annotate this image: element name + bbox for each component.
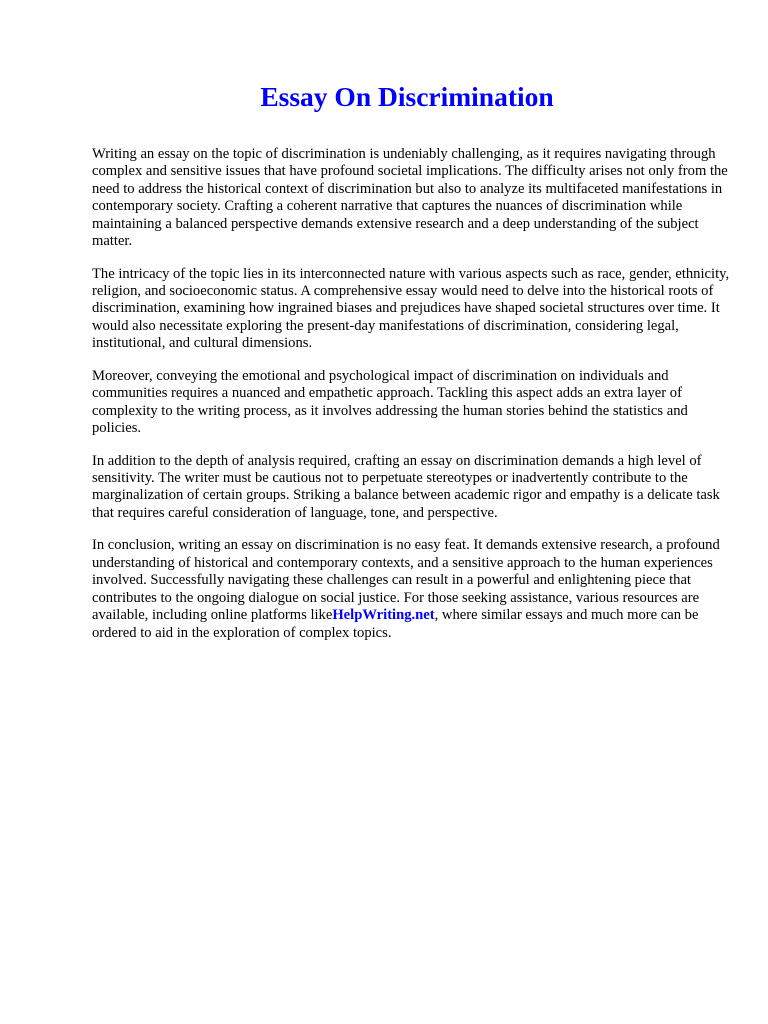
page-title: Essay On Discrimination bbox=[260, 81, 554, 112]
helpwriting-link[interactable]: HelpWriting.net bbox=[332, 607, 435, 624]
conclusion-text: In conclusion, writing an essay on discrimination is no easy feat. It demands extensive research, a profound understanding of historical and contemporary contexts, and a sensitive approach to the human experiences involved. Successfully navigating these challenges can result in a powerful and enlightening piece that contributes to the ongoing dialogue on social justice. For those seeking assistance, various resources are available, including online platforms like bbox=[92, 537, 720, 624]
paragraph-3: Moreover, conveying the emotional and psychological impact of discrimination on individuals and communities requires a nuanced and empathetic approach. Tackling this aspect adds an extra layer of complexity to the writing process, as it involves addressing the human stories behind the statistics and policies. bbox=[92, 367, 688, 437]
paragraph-conclusion bbox=[92, 537, 732, 641]
paragraph-4: In addition to the depth of analysis required, crafting an essay on discrimination demands a high level of sensitivity. The writer must be cautious not to perpetuate stereotypes or inadvertently contribute to the marginalization of certain groups. Striking a balance between academic rigor and empathy is a delicate task that requires careful consideration of language, tone, and perspective. bbox=[92, 452, 720, 521]
essay-body bbox=[92, 146, 732, 657]
conclusion-text-end: , where similar essays and much more can be ordered to aid in the exploration of complex topics. bbox=[92, 607, 699, 641]
paragraph-2: The intricacy of the topic lies in its interconnected nature with various aspects such as race, gender, ethnicity, religion, and socioeconomic status. A comprehensive essay would need to delve into the historical roots of discrimination, examining how ingrained biases and prejudices have shaped societal structures over time. It would also necessitate exploring the present-day manifestations of discrimination, considering legal, institutional, and cultural dimensions. bbox=[92, 265, 730, 352]
paragraph-1: Writing an essay on the topic of discrimination is undeniably challenging, as it requires navigating through complex and sensitive issues that have profound societal implications. The difficulty arises not only from the need to address the historical context of discrimination but also to analyze its multifaceted manifestations in contemporary society. Crafting a coherent narrative that captures the nuances of discrimination while maintaining a balanced perspective demands extensive research and a deep understanding of the subject matter. bbox=[92, 146, 728, 250]
